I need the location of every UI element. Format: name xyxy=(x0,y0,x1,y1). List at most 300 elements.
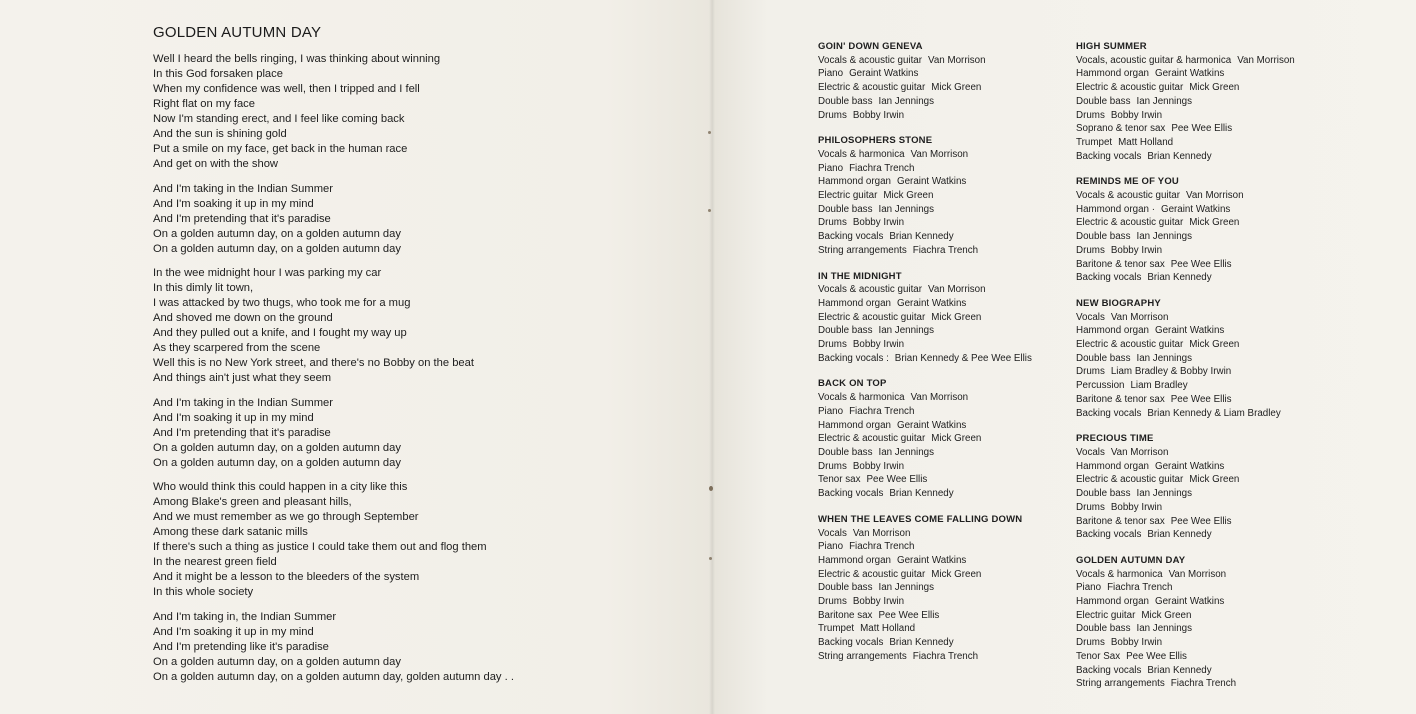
credit-row xyxy=(818,67,1068,81)
credit-row xyxy=(818,54,1068,68)
credit-row xyxy=(1076,95,1326,109)
paper-speck xyxy=(709,486,713,491)
credit-name: Mick Green xyxy=(931,311,982,323)
credit-row xyxy=(1076,460,1326,474)
credit-name: Fiachra Trench xyxy=(849,162,915,174)
credit-name: Mick Green xyxy=(883,190,934,202)
lyric-line: And they pulled out a knife, and I fought my way up xyxy=(153,327,407,339)
credit-role: Double bass xyxy=(1076,488,1131,500)
credit-role: Hammond organ xyxy=(818,419,891,431)
credit-role: Drums xyxy=(1076,366,1105,378)
credit-role: Drums xyxy=(818,217,847,229)
credit-role: Baritone & tenor sax xyxy=(1076,258,1165,270)
credit-role: Double bass xyxy=(818,95,873,107)
lyric-line: If there's such a thing as justice I could take them out and flog them xyxy=(153,541,487,553)
credit-role: Double bass xyxy=(1076,231,1131,243)
credit-role: Vocals & acoustic guitar xyxy=(818,54,923,66)
credit-row xyxy=(1076,664,1326,678)
credit-name: Geraint Watkins xyxy=(1154,596,1225,608)
lyric-stanza xyxy=(153,610,693,685)
credit-row xyxy=(818,391,1068,405)
track-title: REMINDS ME OF YOU xyxy=(1076,176,1179,188)
credit-row xyxy=(1076,109,1326,123)
credit-role: Percussion xyxy=(1076,380,1125,392)
credit-row xyxy=(818,244,1068,258)
credit-name: Geraint Watkins xyxy=(1160,203,1231,215)
credit-name: Ian Jennings xyxy=(878,95,935,107)
lyric-line: Who would think this could happen in a city like this xyxy=(153,481,408,493)
paper-speck xyxy=(708,209,711,212)
lyric-line: Put a smile on my face, get back in the human race xyxy=(153,143,408,155)
lyric-line: And get on with the show xyxy=(153,158,279,170)
credit-role: Electric guitar xyxy=(1076,609,1136,621)
credit-row xyxy=(818,622,1068,636)
lyric-line: In this whole society xyxy=(153,586,254,598)
credit-role: Electric guitar xyxy=(818,190,878,202)
credit-role: Backing vocals xyxy=(1076,407,1142,419)
credit-role: Electric & acoustic guitar xyxy=(818,311,926,323)
credit-name: Pee Wee Ellis xyxy=(866,474,928,486)
track-credits xyxy=(818,377,1068,500)
credit-name: Van Morrison xyxy=(1110,311,1169,323)
credit-row xyxy=(1076,54,1326,68)
credits-column-a xyxy=(818,40,1068,676)
credit-name: Bobby Irwin xyxy=(1110,501,1163,513)
lyric-line: And shoved me down on the ground xyxy=(153,312,333,324)
credit-row xyxy=(818,527,1068,541)
credit-row xyxy=(818,473,1068,487)
credit-name: Mick Green xyxy=(1189,474,1240,486)
credit-row xyxy=(1076,622,1326,636)
credit-name: Brian Kennedy & Liam Bradley xyxy=(1147,407,1281,419)
credit-name: Fiachra Trench xyxy=(1170,678,1237,690)
credit-name: Ian Jennings xyxy=(878,325,935,337)
credit-role: Piano xyxy=(818,68,844,80)
credit-name: Bobby Irwin xyxy=(852,596,905,608)
credit-name: Pee Wee Ellis xyxy=(1170,393,1232,405)
credit-name: Mick Green xyxy=(1189,217,1240,229)
credit-name: Matt Holland xyxy=(1118,136,1174,148)
credit-role: Drums xyxy=(818,109,847,121)
lyric-stanza xyxy=(153,396,693,471)
credit-row xyxy=(818,148,1068,162)
lyric-line: Right flat on my face xyxy=(153,98,255,110)
credit-row xyxy=(818,95,1068,109)
credit-name: Fiachra Trench xyxy=(1107,582,1173,594)
credit-name: Geraint Watkins xyxy=(896,419,967,431)
credit-row xyxy=(818,487,1068,501)
credit-role: Double bass xyxy=(1076,95,1131,107)
credit-name: Pee Wee Ellis xyxy=(1170,258,1232,270)
credit-role: Backing vocals xyxy=(818,488,884,500)
credit-row xyxy=(1076,324,1326,338)
credit-row xyxy=(1076,258,1326,272)
credit-name: Liam Bradley xyxy=(1130,380,1188,392)
lyric-line: And I'm taking in, the Indian Summer xyxy=(153,610,337,623)
credit-name: Bobby Irwin xyxy=(852,339,905,351)
credit-role: Electric & acoustic guitar xyxy=(1076,217,1184,229)
track-credits xyxy=(1076,40,1326,163)
lyric-line: And I'm pretending like it's paradise xyxy=(153,640,329,653)
lyric-line: As they scarpered from the scene xyxy=(153,342,321,354)
track-credits xyxy=(1076,297,1326,420)
credit-name: Geraint Watkins xyxy=(1154,460,1225,472)
credit-name: Bobby Irwin xyxy=(1110,244,1163,256)
credit-name: Fiachra Trench xyxy=(912,244,979,256)
credit-row xyxy=(1076,677,1326,691)
credit-name: Brian Kennedy xyxy=(1147,664,1212,676)
credit-row xyxy=(1076,636,1326,650)
credit-row xyxy=(1076,581,1326,595)
credit-row xyxy=(818,581,1068,595)
paper-speck xyxy=(708,131,711,134)
credit-row xyxy=(1076,136,1326,150)
credit-name: Geraint Watkins xyxy=(896,176,967,188)
credit-role: Hammond organ xyxy=(1076,325,1149,337)
credit-row xyxy=(1076,365,1326,379)
credit-name: Ian Jennings xyxy=(1136,623,1193,635)
credit-name: Matt Holland xyxy=(860,623,916,635)
credit-row xyxy=(1076,352,1326,366)
lyric-line: And I'm taking in the Indian Summer xyxy=(153,396,333,409)
lyric-line: Now I'm standing erect, and I feel like coming back xyxy=(153,113,405,125)
lyric-line: And I'm soaking it up in my mind xyxy=(153,197,314,210)
credit-name: Brian Kennedy & Pee Wee Ellis xyxy=(894,352,1032,364)
credit-name: Bobby Irwin xyxy=(852,217,905,229)
track-credits xyxy=(1076,175,1326,285)
credit-role: Vocals & harmonica xyxy=(818,392,905,404)
credit-row xyxy=(818,568,1068,582)
credit-role: Vocals & harmonica xyxy=(1076,568,1163,580)
credit-name: Geraint Watkins xyxy=(1154,68,1225,80)
book-fold xyxy=(709,0,715,714)
track-title: WHEN THE LEAVES COME FALLING DOWN xyxy=(818,513,1023,525)
credit-role: Backing vocals xyxy=(818,231,884,243)
credit-row xyxy=(1076,393,1326,407)
credit-name: Mick Green xyxy=(931,82,982,94)
credit-row xyxy=(1076,150,1326,164)
credit-name: Fiachra Trench xyxy=(849,541,915,553)
credit-name: Liam Bradley & Bobby Irwin xyxy=(1110,366,1232,378)
credit-row xyxy=(818,203,1068,217)
credit-row xyxy=(818,446,1068,460)
credit-role: Electric & acoustic guitar xyxy=(1076,339,1184,351)
credit-name: Van Morrison xyxy=(1168,568,1227,580)
lyric-line: In the nearest green field xyxy=(153,556,277,568)
credits-column-b xyxy=(1076,40,1326,703)
credit-row xyxy=(1076,230,1326,244)
track-credits xyxy=(1076,554,1326,691)
credit-row xyxy=(1076,122,1326,136)
credit-role: String arrangements xyxy=(1076,678,1165,690)
credit-name: Van Morrison xyxy=(852,527,911,539)
credit-row xyxy=(1076,407,1326,421)
credit-name: Van Morrison xyxy=(928,284,986,296)
credit-name: Ian Jennings xyxy=(878,203,935,215)
credit-role: Trumpet xyxy=(818,623,855,635)
credit-row xyxy=(1076,650,1326,664)
lyric-line: On a golden autumn day, on a golden autumn day xyxy=(153,242,401,255)
credit-row xyxy=(1076,67,1326,81)
credit-row xyxy=(818,540,1068,554)
lyric-line: On a golden autumn day, on a golden autumn day, golden autumn day . . xyxy=(153,670,514,683)
credit-row xyxy=(818,352,1068,366)
credit-role: Tenor sax xyxy=(818,474,861,486)
credit-name: Geraint Watkins xyxy=(849,68,919,80)
credit-row xyxy=(818,175,1068,189)
credit-role: Trumpet xyxy=(1076,136,1113,148)
credit-row xyxy=(1076,216,1326,230)
credit-name: Van Morrison xyxy=(1237,54,1295,66)
credit-name: Brian Kennedy xyxy=(1147,150,1212,162)
credit-role: Drums xyxy=(818,596,847,608)
credit-role: Drums xyxy=(1076,637,1105,649)
lyric-line: And I'm soaking it up in my mind xyxy=(153,411,314,424)
credit-role: Backing vocals xyxy=(1076,529,1142,541)
credit-role: String arrangements xyxy=(818,244,907,256)
credit-row xyxy=(818,650,1068,664)
credit-row xyxy=(818,405,1068,419)
credit-row xyxy=(1076,81,1326,95)
credit-name: Brian Kennedy xyxy=(1147,529,1212,541)
credit-name: Ian Jennings xyxy=(878,446,935,458)
lyric-line: And it might be a lesson to the bleeders of the system xyxy=(153,571,420,583)
credit-name: Mick Green xyxy=(1141,609,1192,621)
credit-row xyxy=(818,609,1068,623)
lyric-line: And we must remember as we go through September xyxy=(153,511,419,523)
credit-name: Brian Kennedy xyxy=(889,231,954,243)
track-title: NEW BIOGRAPHY xyxy=(1076,297,1161,309)
lyric-line: And I'm soaking it up in my mind xyxy=(153,625,314,638)
credit-name: Ian Jennings xyxy=(1136,488,1193,500)
credit-row xyxy=(818,109,1068,123)
credit-name: Mick Green xyxy=(1189,82,1240,94)
credit-role: Baritone & tenor sax xyxy=(1076,515,1165,527)
lyric-line: And I'm pretending that it's paradise xyxy=(153,426,331,439)
credit-role: Drums xyxy=(1076,501,1105,513)
credit-row xyxy=(818,81,1068,95)
credit-row xyxy=(818,554,1068,568)
lyric-line: And I'm taking in the Indian Summer xyxy=(153,182,333,195)
credit-role: Vocals & acoustic guitar xyxy=(1076,190,1181,202)
track-title: PHILOSOPHERS STONE xyxy=(818,135,933,147)
credit-role: Backing vocals xyxy=(1076,150,1142,162)
credit-role: Drums xyxy=(1076,109,1105,121)
credit-role: Drums xyxy=(818,460,847,472)
credit-row xyxy=(818,162,1068,176)
credit-role: Double bass xyxy=(818,582,873,594)
paper-speck xyxy=(709,557,712,560)
credit-role: Vocals & acoustic guitar xyxy=(818,284,923,296)
lyric-stanza xyxy=(153,52,693,172)
credit-role: Backing vocals : xyxy=(818,352,889,364)
credit-name: Pee Wee Ellis xyxy=(1170,515,1232,527)
credit-name: Ian Jennings xyxy=(1136,231,1193,243)
credit-role: Hammond organ xyxy=(1076,68,1149,80)
lyric-line: Well this is no New York street, and there's no Bobby on the beat xyxy=(153,357,474,369)
credit-row xyxy=(1076,244,1326,258)
credit-role: Double bass xyxy=(1076,623,1131,635)
credit-row xyxy=(1076,473,1326,487)
credit-role: Hammond organ xyxy=(1076,460,1149,472)
credit-row xyxy=(818,283,1068,297)
credit-name: Van Morrison xyxy=(928,54,986,66)
credit-role: Piano xyxy=(818,405,844,417)
credit-name: Fiachra Trench xyxy=(849,405,915,417)
credit-row xyxy=(1076,311,1326,325)
credit-role: Electric & acoustic guitar xyxy=(818,568,926,580)
lyric-line: I was attacked by two thugs, who took me for a mug xyxy=(153,297,411,309)
track-credits xyxy=(818,270,1068,366)
credit-role: Hammond organ xyxy=(1076,596,1149,608)
credit-name: Ian Jennings xyxy=(1136,95,1193,107)
credit-row xyxy=(818,324,1068,338)
lyric-line: On a golden autumn day, on a golden autumn day xyxy=(153,456,401,469)
credit-role: Baritone & tenor sax xyxy=(1076,393,1165,405)
credit-name: Bobby Irwin xyxy=(852,109,905,121)
credit-row xyxy=(818,311,1068,325)
lyric-line: And things ain't just what they seem xyxy=(153,372,332,384)
lyric-line: And the sun is shining gold xyxy=(153,128,287,140)
credit-row xyxy=(1076,595,1326,609)
credit-role: Hammond organ xyxy=(818,297,891,309)
credit-name: Pee Wee Ellis xyxy=(1171,123,1233,135)
credit-row xyxy=(818,297,1068,311)
credit-name: Geraint Watkins xyxy=(896,297,967,309)
lyric-line: On a golden autumn day, on a golden autumn day xyxy=(153,655,401,668)
credit-row xyxy=(818,460,1068,474)
credit-name: Van Morrison xyxy=(1110,446,1169,458)
credit-row xyxy=(1076,609,1326,623)
track-title: GOLDEN AUTUMN DAY xyxy=(1076,554,1186,566)
lyric-line: Well I heard the bells ringing, I was thinking about winning xyxy=(153,53,441,65)
track-credits xyxy=(818,40,1068,122)
credit-row xyxy=(818,636,1068,650)
credit-row xyxy=(1076,189,1326,203)
credit-row xyxy=(818,189,1068,203)
credit-name: Brian Kennedy xyxy=(1147,272,1212,284)
credit-role: Drums xyxy=(818,339,847,351)
credit-role: Electric & acoustic guitar xyxy=(818,433,926,445)
credit-row xyxy=(818,216,1068,230)
lyric-line: On a golden autumn day, on a golden autumn day xyxy=(153,441,401,454)
track-title: GOIN' DOWN GENEVA xyxy=(818,41,923,52)
credit-role: Vocals & harmonica xyxy=(818,148,905,160)
credit-role: Backing vocals xyxy=(818,637,884,649)
credit-row xyxy=(1076,203,1326,217)
credit-role: Piano xyxy=(1076,582,1102,594)
credit-role: Double bass xyxy=(1076,352,1131,364)
lyric-line: And I'm pretending that it's paradise xyxy=(153,212,331,225)
credit-role: Vocals xyxy=(1076,446,1105,458)
credit-role: Hammond organ xyxy=(818,176,891,188)
lyric-stanza xyxy=(153,182,693,257)
lyric-line: In this God forsaken place xyxy=(153,68,283,80)
lyric-line: Among these dark satanic mills xyxy=(153,526,308,538)
credit-name: Pee Wee Ellis xyxy=(878,609,940,621)
credit-row xyxy=(818,432,1068,446)
credit-role: Tenor Sax xyxy=(1076,650,1121,662)
track-title: HIGH SUMMER xyxy=(1076,41,1147,52)
credit-role: Vocals, acoustic guitar & harmonica xyxy=(1076,54,1232,66)
credit-name: Mick Green xyxy=(931,568,982,580)
credit-name: Fiachra Trench xyxy=(912,650,979,662)
credit-row xyxy=(1076,379,1326,393)
credit-name: Ian Jennings xyxy=(878,582,935,594)
credit-role: Backing vocals xyxy=(1076,272,1142,284)
lyrics xyxy=(153,52,693,694)
credit-row xyxy=(1076,501,1326,515)
credit-name: Pee Wee Ellis xyxy=(1126,650,1187,662)
track-credits xyxy=(818,513,1068,664)
credit-role: Double bass xyxy=(818,446,873,458)
track-title: IN THE MIDNIGHT xyxy=(818,270,902,282)
credit-role: Hammond organ · xyxy=(1076,203,1155,215)
credit-role: Vocals xyxy=(818,527,847,539)
credit-role: Backing vocals xyxy=(1076,664,1142,676)
credit-name: Van Morrison xyxy=(910,392,969,404)
credit-role: Double bass xyxy=(818,203,873,215)
credit-role: Hammond organ xyxy=(818,554,891,566)
credit-row xyxy=(1076,487,1326,501)
credit-name: Ian Jennings xyxy=(1136,352,1193,364)
credit-role: String arrangements xyxy=(818,650,907,662)
credit-role: Piano xyxy=(818,162,844,174)
lyric-line: In the wee midnight hour I was parking my car xyxy=(153,267,382,279)
lyric-line: In this dimly lit town, xyxy=(153,282,254,294)
credit-role: Drums xyxy=(1076,244,1105,256)
credit-role: Vocals xyxy=(1076,311,1105,323)
credit-name: Geraint Watkins xyxy=(1154,325,1225,337)
credit-role: Electric & acoustic guitar xyxy=(818,82,926,94)
credit-role: Soprano & tenor sax xyxy=(1076,123,1166,135)
track-credits xyxy=(818,134,1068,257)
credit-row xyxy=(1076,271,1326,285)
credit-role: Electric & acoustic guitar xyxy=(1076,474,1184,486)
credit-role: Electric & acoustic guitar xyxy=(1076,82,1184,94)
credit-role: Piano xyxy=(818,541,844,553)
lyric-line: Among Blake's green and pleasant hills, xyxy=(153,496,352,508)
credit-name: Van Morrison xyxy=(910,148,969,160)
credit-name: Van Morrison xyxy=(1186,190,1244,202)
credit-name: Bobby Irwin xyxy=(1110,109,1163,121)
credit-name: Bobby Irwin xyxy=(1110,637,1163,649)
credit-name: Geraint Watkins xyxy=(896,554,967,566)
track-title: BACK ON TOP xyxy=(818,378,887,390)
credit-name: Mick Green xyxy=(931,433,982,445)
credit-row xyxy=(1076,338,1326,352)
credit-row xyxy=(818,230,1068,244)
lyric-line: On a golden autumn day, on a golden autumn day xyxy=(153,227,401,240)
lyric-line: When my confidence was well, then I tripped and I fell xyxy=(153,83,420,95)
song-title: GOLDEN AUTUMN DAY xyxy=(153,24,322,41)
track-title: PRECIOUS TIME xyxy=(1076,433,1154,445)
credit-row xyxy=(1076,568,1326,582)
credit-row xyxy=(818,338,1068,352)
credit-role: Baritone sax xyxy=(818,609,873,621)
credit-row xyxy=(818,419,1068,433)
credit-role: Double bass xyxy=(818,325,873,337)
lyric-stanza xyxy=(153,266,693,386)
credit-row xyxy=(818,595,1068,609)
lyric-stanza xyxy=(153,480,693,600)
credit-name: Brian Kennedy xyxy=(889,637,954,649)
credit-row xyxy=(1076,528,1326,542)
track-credits xyxy=(1076,432,1326,542)
credit-name: Brian Kennedy xyxy=(889,488,954,500)
credit-name: Bobby Irwin xyxy=(852,460,905,472)
credit-name: Mick Green xyxy=(1189,339,1240,351)
